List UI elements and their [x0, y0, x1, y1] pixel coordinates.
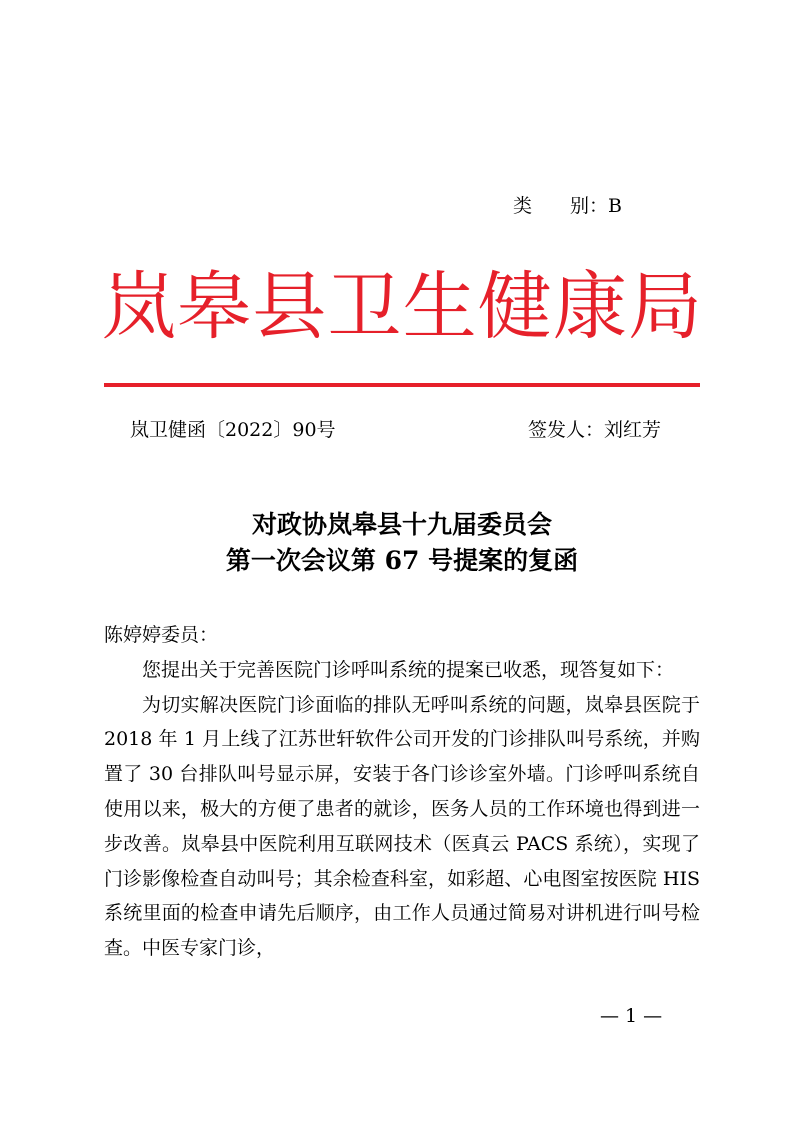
org-char: 皋 — [177, 264, 252, 350]
document-category: 类 别：B — [513, 195, 622, 217]
document-title-line-1: 对政协岚皋县十九届委员会 — [251, 510, 552, 539]
signer-field: 签发人：刘红芳 — [528, 419, 662, 441]
org-char: 局 — [627, 264, 702, 350]
org-char: 岚 — [102, 264, 176, 350]
org-char: 健 — [477, 264, 552, 350]
document-number: 岚卫健函〔2022〕90号 — [130, 419, 336, 441]
issuing-organization-title — [102, 262, 702, 352]
document-body — [104, 618, 700, 966]
body-paragraph: 为切实解决医院门诊面临的排队无呼叫系统的问题，岚皋县医院于 2018 年 1 月上线了江苏世轩软件公司开发的门诊排队叫号系统，并购置了 30 台排队叫号显示屏，安装于各门诊诊室外墙。门诊呼叫系统自使用以来，极大的方便了患者的就诊，医务人员的工作环境也得到进一步改善。岚皋县中医院利用互联网技术（医真云 PACS 系统），实现了门诊影像检查自动叫号；其余检查科室，如彩超、心电图室按医院 HIS 系统里面的检查申请先后顺序，由工作人员通过简易对讲机进行叫号检查。中医专家门诊， — [104, 693, 700, 960]
page-number: — 1 — — [600, 1005, 663, 1027]
org-char: 县 — [252, 264, 327, 350]
document-title — [104, 507, 700, 579]
body-paragraph: 您提出关于完善医院门诊呼叫系统的提案已收悉，现答复如下： — [142, 658, 675, 681]
salutation: 陈婷婷委员： — [104, 624, 219, 646]
org-char: 生 — [402, 264, 477, 350]
header-red-divider — [104, 383, 700, 387]
document-title-line-2: 第一次会议第 67 号提案的复函 — [225, 546, 579, 575]
org-char: 康 — [552, 264, 627, 350]
org-char: 卫 — [327, 264, 402, 350]
